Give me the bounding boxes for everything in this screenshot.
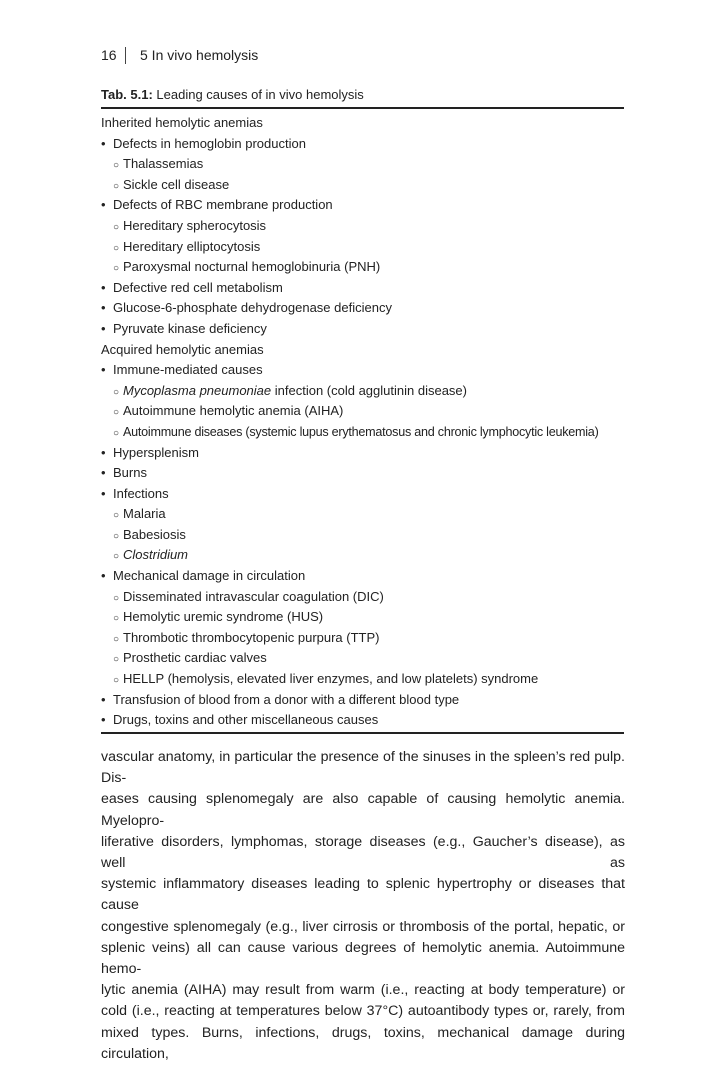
row-text: Malaria [123, 506, 166, 522]
circle-bullet-marker: ○ [113, 613, 120, 625]
bullet-marker: • [101, 712, 106, 728]
row-text: infection (cold agglutinin disease) [271, 382, 467, 398]
table-subitem [101, 669, 631, 690]
table-bottom-rule [101, 732, 624, 734]
running-header [101, 46, 258, 64]
table-bullet-item [101, 566, 631, 587]
table-bullet-item [101, 710, 631, 731]
circle-bullet-marker: ○ [113, 180, 120, 192]
table-section-heading [101, 340, 631, 361]
row-text: Infections [113, 485, 169, 501]
circle-bullet-marker: ○ [113, 221, 120, 233]
table-bullet-item [101, 463, 631, 484]
table-bullet-item [101, 484, 631, 505]
bullet-marker: • [101, 485, 106, 501]
table-label: Tab. 5.1: [101, 87, 153, 102]
table-bullet-item [101, 690, 631, 711]
table-bullet-item [101, 278, 631, 299]
table-subitem [101, 628, 631, 649]
circle-bullet-marker: ○ [113, 427, 119, 439]
italic-term: Clostridium [123, 547, 189, 563]
table-caption-text: Leading causes of in vivo hemolysis [156, 87, 364, 102]
body-paragraph [101, 747, 625, 1065]
body-line: eases causing splenomegaly are also capable of causing hemolytic anemia. Myelopro- [101, 791, 625, 829]
table-section-heading [101, 113, 631, 134]
bullet-marker: • [101, 362, 106, 378]
bullet-marker: • [101, 135, 106, 151]
circle-bullet-marker: ○ [113, 160, 120, 172]
circle-bullet-marker: ○ [113, 407, 120, 419]
row-text: Paroxysmal nocturnal hemoglobinuria (PNH) [123, 259, 381, 275]
body-line: liferative disorders, lymphomas, storage diseases (e.g., Gaucher’s disease), as well as [101, 833, 625, 872]
body-line: congestive splenomegaly (e.g., liver cirrosis or thrombosis of the portal, hepatic, or [101, 918, 625, 935]
row-text: Immune-mediated causes [113, 362, 263, 378]
row-text: Thalassemias [123, 156, 204, 172]
circle-bullet-marker: ○ [113, 263, 120, 275]
table-subitem [101, 545, 631, 566]
row-text: Disseminated intravascular coagulation (DIC) [123, 588, 384, 604]
circle-bullet-marker: ○ [113, 530, 120, 542]
table-subitem [101, 237, 631, 258]
table-top-rule [101, 107, 624, 109]
bullet-marker: • [101, 444, 106, 460]
row-text: Sickle cell disease [123, 176, 230, 192]
table-bullet-item [101, 443, 631, 464]
chapter-title: 5 In vivo hemolysis [140, 47, 259, 63]
table-subitem [101, 381, 631, 402]
row-text: Burns [113, 465, 147, 481]
row-text: Prosthetic cardiac valves [123, 650, 267, 666]
row-text: Defects in hemoglobin production [113, 135, 306, 151]
row-text: Mechanical damage in circulation [113, 568, 306, 584]
bullet-marker: • [101, 465, 106, 481]
table-bullet-item [101, 298, 631, 319]
table-bullet-item [101, 134, 631, 155]
bullet-marker: • [101, 320, 106, 336]
table-bullet-item [101, 319, 631, 340]
row-text: Babesiosis [123, 526, 186, 542]
table-subitem [101, 504, 631, 525]
table-subitem [101, 607, 631, 628]
circle-bullet-marker: ○ [113, 386, 120, 398]
circle-bullet-marker: ○ [113, 551, 120, 563]
page-number: 16 [101, 47, 117, 63]
table-bullet-item [101, 195, 631, 216]
table-subitem [101, 401, 631, 422]
row-text: Hemolytic uremic syndrome (HUS) [123, 609, 324, 625]
circle-bullet-marker: ○ [113, 510, 120, 522]
italic-term: Mycoplasma pneumoniae [123, 382, 272, 398]
bullet-marker: • [101, 300, 106, 316]
table-subitem [101, 648, 631, 669]
table-subitem [101, 216, 631, 237]
row-text: Thrombotic thrombocytopenic purpura (TTP) [123, 629, 380, 645]
table-subitem [101, 587, 631, 608]
body-line: vascular anatomy, in particular the presence of the sinuses in the spleen’s red pulp. Dis- [101, 749, 625, 787]
row-text: Hereditary spherocytosis [123, 217, 267, 233]
causes-table [101, 113, 631, 731]
row-text: Pyruvate kinase deficiency [113, 320, 267, 336]
bullet-marker: • [101, 568, 106, 584]
row-text: Glucose-6-phosphate dehydrogenase deficiency [113, 300, 392, 316]
row-text: Defects of RBC membrane production [113, 197, 333, 213]
body-line: lytic anemia (AIHA) may result from warm (i.e., reacting at body temperature) or [101, 982, 625, 999]
table-bullet-item [101, 360, 631, 381]
bullet-marker: • [101, 197, 106, 213]
row-text: Autoimmune hemolytic anemia (AIHA) [123, 403, 344, 419]
row-text: Hypersplenism [113, 444, 199, 460]
circle-bullet-marker: ○ [113, 675, 120, 687]
table-subitem [101, 175, 631, 196]
table-subitem [101, 525, 631, 546]
row-text: HELLP (hemolysis, elevated liver enzymes, and low platelets) syndrome [123, 671, 539, 687]
circle-bullet-marker: ○ [113, 242, 120, 254]
body-line: splenic veins) all can cause various degrees of hemolytic anemia. Autoimmune hemo- [101, 939, 625, 978]
bullet-marker: • [101, 691, 106, 707]
table-subitem [101, 257, 631, 278]
circle-bullet-marker: ○ [113, 592, 120, 604]
row-text: Defective red cell metabolism [113, 279, 283, 295]
row-text: Drugs, toxins and other miscellaneous causes [113, 712, 379, 728]
body-line: cold (i.e., reacting at temperatures below 37°C) autoantibody types or, rarely, from [101, 1003, 625, 1020]
header-divider [125, 47, 126, 64]
table-subitem [101, 422, 631, 443]
row-text: Inherited hemolytic anemias [101, 115, 263, 130]
row-text: Acquired hemolytic anemias [101, 341, 264, 357]
row-text: Transfusion of blood from a donor with a different blood type [113, 691, 460, 707]
body-line: mixed types. Burns, infections, drugs, toxins, mechanical damage during circulation, [101, 1024, 625, 1062]
bullet-marker: • [101, 279, 106, 295]
circle-bullet-marker: ○ [113, 654, 120, 666]
table-caption [101, 87, 364, 103]
row-text: Hereditary elliptocytosis [123, 238, 261, 254]
body-line: systemic inflammatory diseases leading to splenic hypertrophy or diseases that cause [101, 876, 625, 914]
circle-bullet-marker: ○ [113, 633, 120, 645]
table-subitem [101, 154, 631, 175]
row-text: Autoimmune diseases (systemic lupus erythematosus and chronic lymphocytic leukemia) [123, 424, 599, 439]
